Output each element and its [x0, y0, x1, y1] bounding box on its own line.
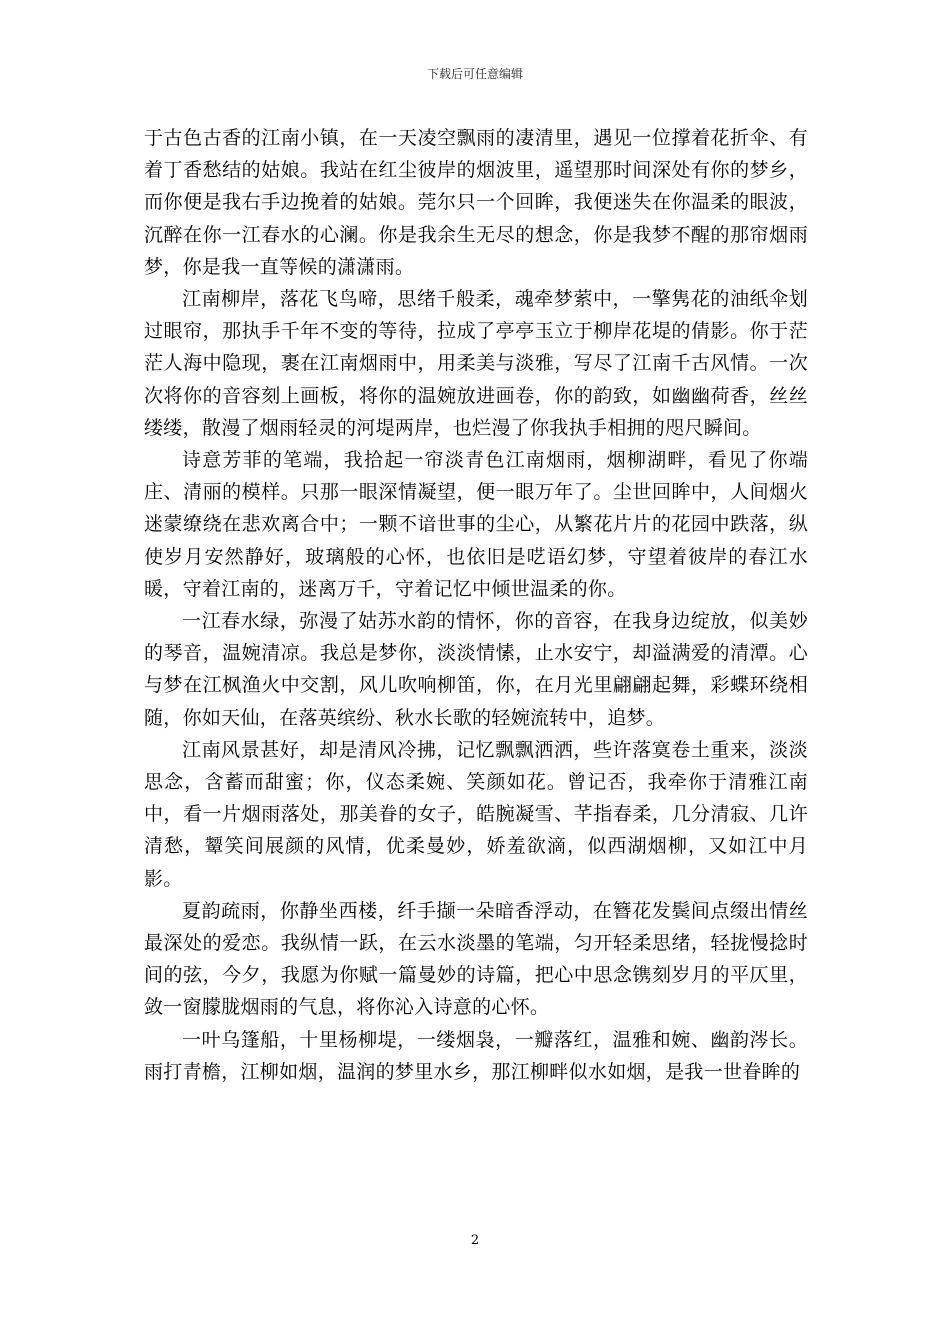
paragraph-1: 于古色古香的江南小镇，在一天凌空飘雨的凄清里，遇见一位撑着花折伞、有着丁香愁结的姑娘。我站在红尘彼岸的烟波里，遥望那时间深处有你的梦乡，而你便是我右手边挽着的姑娘。莞尔只一个回眸，我便迷失在你温柔的眼波，沉醉在你一江春水的心澜。你是我余生无尽的想念，你是我梦不醒的那帘烟雨梦，你是我一直等候的潇潇雨。 — [144, 127, 808, 278]
page-header: 下载后可任意编辑 — [426, 67, 523, 81]
paragraph-6: 夏韵疏雨，你静坐西楼，纤手撷一朵暗香浮动，在簪花发鬓间点缀出情丝最深处的爱恋。我纵情一跃，在云水淡墨的笔端，匀开轻柔思绪，轻拢慢捻时间的弦，今夕，我愿为你赋一篇曼妙的诗篇，把心中思念镌刻岁月的平仄里，敛一窗朦胧烟雨的气息，将你沁入诗意的心怀。 — [144, 899, 808, 1019]
page-number: 2 — [470, 1233, 480, 1248]
document-body — [144, 122, 808, 1088]
paragraph-2: 江南柳岸，落花飞鸟啼，思绪千般柔，魂牵梦萦中，一擎隽花的油纸伞划过眼帘，那执手千年不变的等待，拉成了亭亭玉立于柳岸花堤的倩影。你于茫茫人海中隐现，裹在江南烟雨中，用柔美与淡雅，写尽了江南千古风情。一次次将你的音容刻上画板，将你的温婉放进画卷，你的韵致，如幽幽荷香，丝丝缕缕，散漫了烟雨轻灵的河堤两岸，也烂漫了你我执手相拥的咫尺瞬间。 — [144, 288, 808, 439]
paragraph-3: 诗意芳菲的笔端，我拾起一帘淡青色江南烟雨，烟柳湖畔，看见了你端庄、清丽的模样。只那一眼深情凝望，便一眼万年了。尘世回眸中，人间烟火迷蒙缭绕在悲欢离合中；一颗不谙世事的尘心，从繁花片片的花园中跌落，纵使岁月安然静好，玻璃般的心怀，也依旧是呓语幻梦，守望着彼岸的春江水暖，守着江南的，迷离万千，守着记忆中倾世温柔的你。 — [144, 449, 808, 600]
paragraph-4: 一江春水绿，弥漫了姑苏水韵的情怀，你的音容，在我身边绽放，似美妙的琴音，温婉清凉。我总是梦你，淡淡情愫，止水安宁，却溢满爱的清潭。心与梦在江枫渔火中交割，风儿吹响柳笛，你，在月光里翩翩起舞，彩蝶环绕相随，你如天仙，在落英缤纷、秋水长歌的轻婉流转中，追梦。 — [144, 610, 808, 729]
paragraph-7: 一叶乌篷船，十里杨柳堤，一缕烟袅，一瓣落红，温雅和婉、幽韵涔长。雨打青檐，江柳如烟，温润的梦里水乡，那江柳畔似水如烟，是我一世眷眸的 — [144, 1028, 808, 1083]
paragraph-5: 江南风景甚好，却是清风冷拂，记忆飘飘洒洒，些许落寞卷土重来，淡淡思念，含蓄而甜蜜；你，仪态柔婉、笑颜如花。曾记否，我牵你于清雅江南中，看一片烟雨落处，那美眷的女子，皓腕凝雪、芊指春柔，几分清寂、几许清愁，颦笑间展颜的风情，优柔曼妙，娇羞欲滴，似西湖烟柳，又如江中月影。 — [144, 738, 808, 890]
